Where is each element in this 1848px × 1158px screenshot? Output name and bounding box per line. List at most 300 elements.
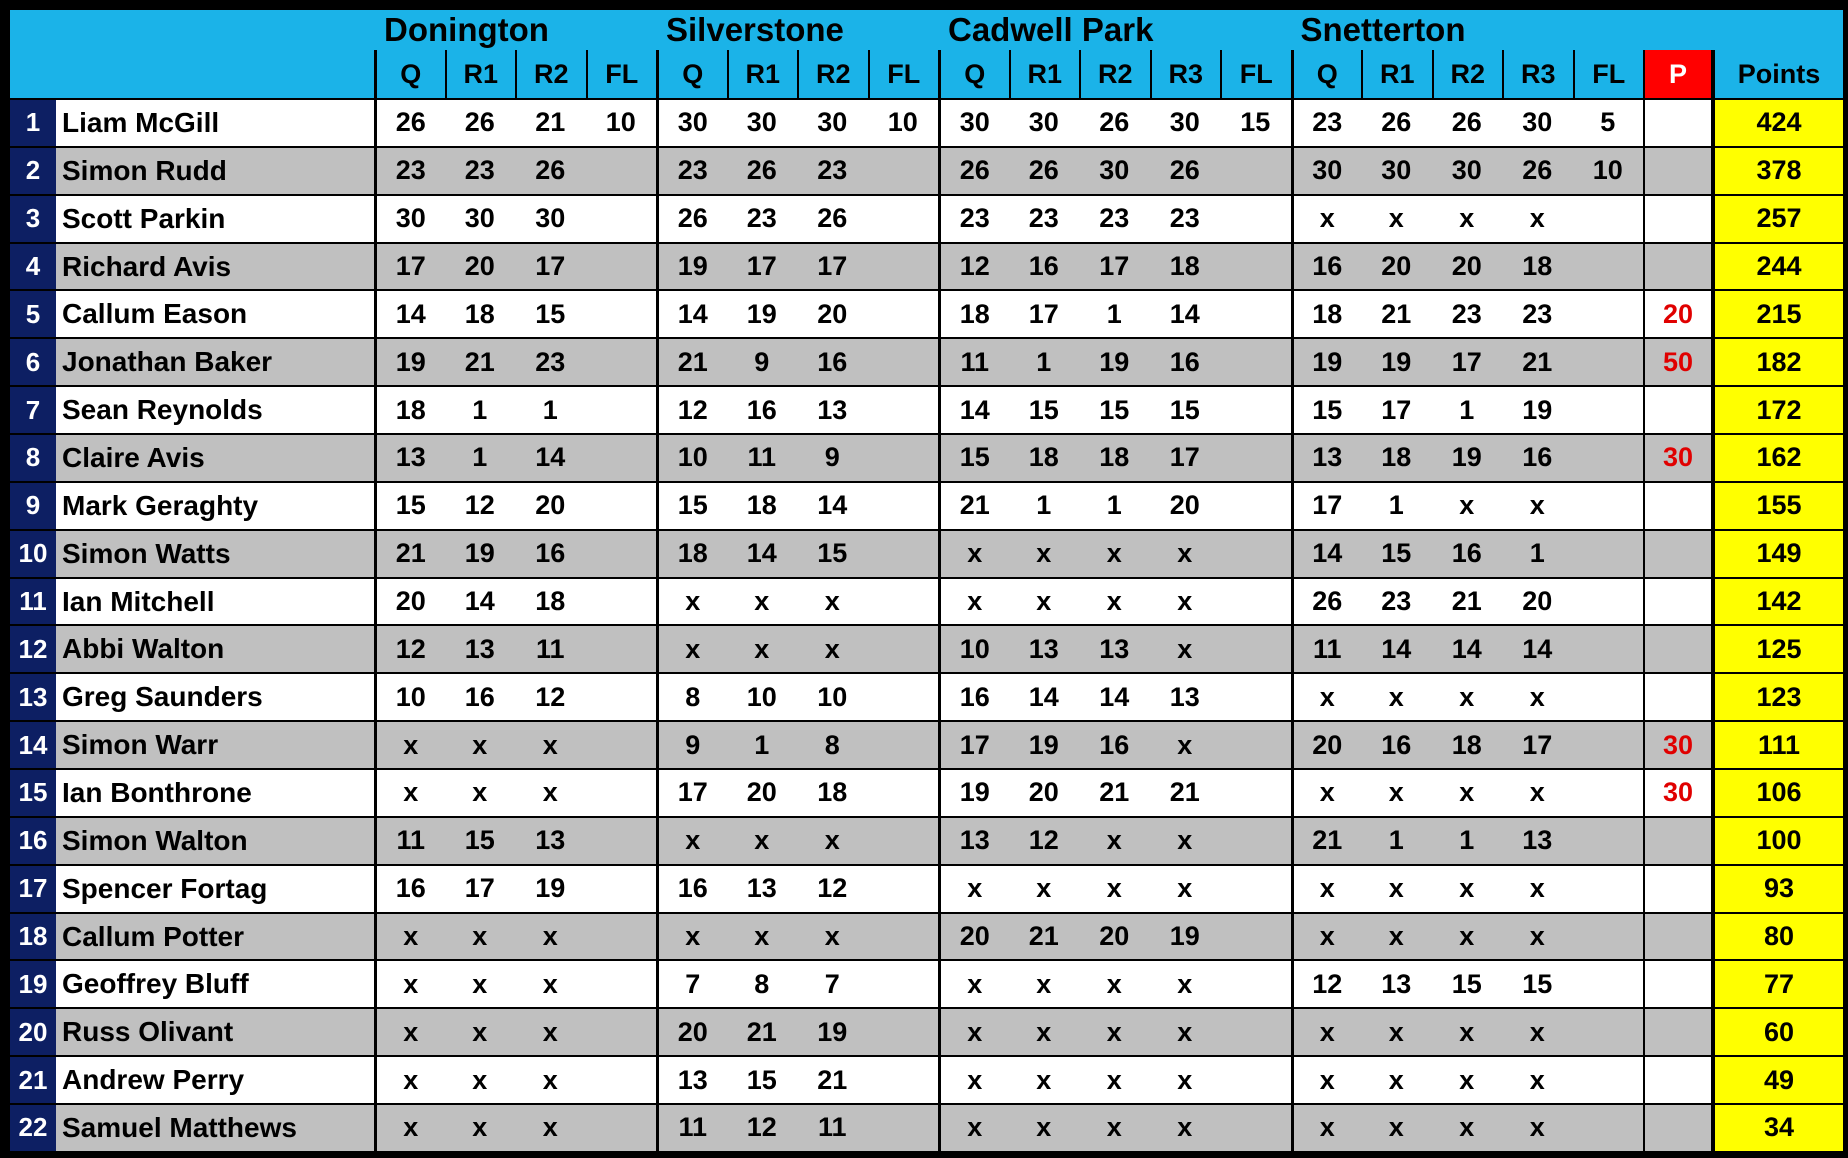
column-header-r2: R2: [1079, 50, 1150, 98]
position-number: 3: [10, 194, 56, 242]
result-cell: 1: [1361, 816, 1432, 864]
result-cell: 17: [1432, 337, 1503, 385]
result-cell: 18: [1079, 433, 1150, 481]
result-cell: [868, 816, 939, 864]
result-cell: x: [515, 1055, 586, 1103]
result-cell: [1220, 529, 1291, 577]
result-cell: 10: [938, 624, 1009, 672]
penalty-cell: 50: [1643, 337, 1711, 385]
penalty-cell: [1643, 194, 1711, 242]
result-cell: x: [1361, 672, 1432, 720]
result-cell: x: [1432, 672, 1503, 720]
result-cell: x: [1291, 864, 1362, 912]
result-cell: 13: [1150, 672, 1221, 720]
result-cell: [1220, 959, 1291, 1007]
result-cell: 30: [374, 194, 445, 242]
result-cell: 7: [797, 959, 868, 1007]
result-cell: 8: [656, 672, 727, 720]
driver-name: Ian Mitchell: [56, 577, 374, 625]
result-cell: [586, 146, 657, 194]
position-number: 5: [10, 289, 56, 337]
result-cell: x: [1361, 768, 1432, 816]
result-cell: x: [1291, 768, 1362, 816]
driver-name: Ian Bonthrone: [56, 768, 374, 816]
result-cell: [586, 672, 657, 720]
result-cell: x: [1009, 529, 1080, 577]
points-total: 60: [1711, 1007, 1843, 1055]
result-cell: 21: [515, 98, 586, 146]
result-cell: 15: [374, 481, 445, 529]
result-cell: [1220, 624, 1291, 672]
result-cell: 15: [1291, 385, 1362, 433]
result-cell: x: [938, 864, 1009, 912]
result-cell: 18: [727, 481, 798, 529]
result-cell: x: [1150, 1007, 1221, 1055]
result-cell: 30: [515, 194, 586, 242]
result-cell: 17: [374, 242, 445, 290]
result-cell: 13: [1079, 624, 1150, 672]
result-cell: 21: [1432, 577, 1503, 625]
result-cell: 1: [1009, 337, 1080, 385]
result-cell: 16: [1150, 337, 1221, 385]
result-cell: x: [1432, 1103, 1503, 1151]
result-cell: [868, 768, 939, 816]
result-cell: 12: [727, 1103, 798, 1151]
result-cell: x: [1361, 194, 1432, 242]
result-cell: [868, 912, 939, 960]
result-cell: 12: [797, 864, 868, 912]
result-cell: x: [1361, 864, 1432, 912]
result-cell: 1: [727, 720, 798, 768]
header-corner: [10, 10, 374, 50]
points-total: 142: [1711, 577, 1843, 625]
result-cell: 14: [1150, 289, 1221, 337]
result-cell: x: [656, 912, 727, 960]
result-cell: [586, 720, 657, 768]
result-cell: 23: [515, 337, 586, 385]
result-cell: 26: [1432, 98, 1503, 146]
points-total: 149: [1711, 529, 1843, 577]
penalty-cell: [1643, 1055, 1711, 1103]
result-cell: 21: [374, 529, 445, 577]
result-cell: 17: [1361, 385, 1432, 433]
result-cell: [586, 1103, 657, 1151]
driver-name: Simon Rudd: [56, 146, 374, 194]
result-cell: x: [797, 577, 868, 625]
result-cell: 17: [1150, 433, 1221, 481]
column-header-q: Q: [656, 50, 727, 98]
result-cell: x: [1009, 1055, 1080, 1103]
result-cell: 23: [1009, 194, 1080, 242]
result-cell: x: [1150, 720, 1221, 768]
result-cell: x: [374, 959, 445, 1007]
result-cell: x: [1079, 816, 1150, 864]
penalty-cell: [1643, 481, 1711, 529]
venue-header-silverstone: Silverstone: [656, 10, 938, 50]
result-cell: [1573, 959, 1644, 1007]
result-cell: 30: [938, 98, 1009, 146]
result-cell: [1220, 1055, 1291, 1103]
result-cell: [1573, 768, 1644, 816]
result-cell: 13: [515, 816, 586, 864]
result-cell: x: [1009, 577, 1080, 625]
result-cell: 21: [727, 1007, 798, 1055]
result-cell: 18: [938, 289, 1009, 337]
result-cell: x: [374, 1055, 445, 1103]
result-cell: [868, 672, 939, 720]
result-cell: x: [797, 912, 868, 960]
result-cell: [1220, 672, 1291, 720]
result-cell: 26: [1361, 98, 1432, 146]
column-header-q: Q: [938, 50, 1009, 98]
result-cell: 15: [797, 529, 868, 577]
result-cell: [1220, 289, 1291, 337]
position-number: 12: [10, 624, 56, 672]
result-cell: 1: [1432, 385, 1503, 433]
result-cell: 16: [938, 672, 1009, 720]
result-cell: 18: [374, 385, 445, 433]
result-cell: 16: [445, 672, 516, 720]
result-cell: [1220, 577, 1291, 625]
result-cell: 26: [797, 194, 868, 242]
result-cell: x: [1291, 672, 1362, 720]
result-cell: 12: [515, 672, 586, 720]
result-cell: 1: [1079, 289, 1150, 337]
result-cell: 10: [1573, 146, 1644, 194]
penalty-cell: [1643, 98, 1711, 146]
result-cell: 15: [727, 1055, 798, 1103]
result-cell: x: [656, 816, 727, 864]
result-cell: [586, 577, 657, 625]
result-cell: 11: [1291, 624, 1362, 672]
result-cell: 30: [1291, 146, 1362, 194]
points-total: 106: [1711, 768, 1843, 816]
result-cell: 12: [374, 624, 445, 672]
result-cell: 26: [1150, 146, 1221, 194]
result-cell: x: [374, 1103, 445, 1151]
result-cell: 1: [445, 433, 516, 481]
result-cell: [586, 959, 657, 1007]
result-cell: 12: [938, 242, 1009, 290]
result-cell: 18: [1150, 242, 1221, 290]
position-number: 22: [10, 1103, 56, 1151]
column-header-r2: R2: [797, 50, 868, 98]
result-cell: x: [1079, 577, 1150, 625]
position-number: 14: [10, 720, 56, 768]
result-cell: 17: [938, 720, 1009, 768]
driver-name: Claire Avis: [56, 433, 374, 481]
result-cell: [1573, 242, 1644, 290]
penalty-cell: [1643, 816, 1711, 864]
driver-name: Callum Eason: [56, 289, 374, 337]
result-cell: 17: [1502, 720, 1573, 768]
result-cell: 21: [445, 337, 516, 385]
result-cell: 13: [656, 1055, 727, 1103]
driver-name: Callum Potter: [56, 912, 374, 960]
result-cell: x: [515, 912, 586, 960]
result-cell: 30: [727, 98, 798, 146]
result-cell: x: [1361, 912, 1432, 960]
result-cell: x: [1502, 912, 1573, 960]
points-total: 257: [1711, 194, 1843, 242]
result-cell: 30: [1009, 98, 1080, 146]
result-cell: 20: [1502, 577, 1573, 625]
result-cell: [1573, 720, 1644, 768]
result-cell: [1220, 864, 1291, 912]
result-cell: 9: [656, 720, 727, 768]
result-cell: 17: [1079, 242, 1150, 290]
penalty-cell: 30: [1643, 720, 1711, 768]
result-cell: x: [515, 1103, 586, 1151]
points-total: 215: [1711, 289, 1843, 337]
result-cell: 12: [656, 385, 727, 433]
result-cell: 18: [656, 529, 727, 577]
result-cell: 20: [1432, 242, 1503, 290]
result-cell: [586, 289, 657, 337]
result-cell: 13: [374, 433, 445, 481]
points-total: 378: [1711, 146, 1843, 194]
penalty-cell: [1643, 529, 1711, 577]
result-cell: [868, 624, 939, 672]
result-cell: [586, 816, 657, 864]
result-cell: 10: [656, 433, 727, 481]
result-cell: 14: [515, 433, 586, 481]
driver-name: Mark Geraghty: [56, 481, 374, 529]
result-cell: 13: [938, 816, 1009, 864]
result-cell: x: [1079, 529, 1150, 577]
column-header-r1: R1: [445, 50, 516, 98]
penalty-cell: [1643, 577, 1711, 625]
result-cell: 1: [1079, 481, 1150, 529]
result-cell: 19: [727, 289, 798, 337]
result-cell: 15: [1150, 385, 1221, 433]
result-cell: 10: [586, 98, 657, 146]
result-cell: 20: [1291, 720, 1362, 768]
column-header-r3: R3: [1502, 50, 1573, 98]
result-cell: 16: [727, 385, 798, 433]
result-cell: x: [938, 959, 1009, 1007]
result-cell: x: [938, 1007, 1009, 1055]
result-cell: x: [1079, 864, 1150, 912]
result-cell: 14: [1361, 624, 1432, 672]
position-number: 7: [10, 385, 56, 433]
result-cell: 23: [1502, 289, 1573, 337]
result-cell: 19: [515, 864, 586, 912]
result-cell: x: [374, 912, 445, 960]
driver-name: Geoffrey Bluff: [56, 959, 374, 1007]
result-cell: x: [938, 577, 1009, 625]
result-cell: [586, 337, 657, 385]
result-cell: x: [1079, 959, 1150, 1007]
result-cell: 17: [656, 768, 727, 816]
result-cell: x: [1361, 1103, 1432, 1151]
result-cell: x: [1150, 864, 1221, 912]
result-cell: [1220, 433, 1291, 481]
result-cell: 30: [445, 194, 516, 242]
result-cell: x: [1150, 816, 1221, 864]
result-cell: x: [1502, 672, 1573, 720]
column-header-r2: R2: [1432, 50, 1503, 98]
result-cell: [1220, 481, 1291, 529]
result-cell: [1220, 146, 1291, 194]
result-cell: x: [374, 768, 445, 816]
driver-name: Liam McGill: [56, 98, 374, 146]
result-cell: 23: [374, 146, 445, 194]
result-cell: [868, 433, 939, 481]
points-total: 424: [1711, 98, 1843, 146]
result-cell: [1573, 912, 1644, 960]
result-cell: [868, 1007, 939, 1055]
result-cell: 21: [1291, 816, 1362, 864]
result-cell: 23: [445, 146, 516, 194]
driver-name: Richard Avis: [56, 242, 374, 290]
result-cell: 20: [1361, 242, 1432, 290]
result-cell: 20: [445, 242, 516, 290]
result-cell: x: [727, 912, 798, 960]
result-cell: x: [656, 624, 727, 672]
result-cell: 5: [1573, 98, 1644, 146]
position-number: 17: [10, 864, 56, 912]
result-cell: [1573, 624, 1644, 672]
result-cell: 10: [727, 672, 798, 720]
result-cell: 16: [1079, 720, 1150, 768]
result-cell: [586, 864, 657, 912]
result-cell: 11: [797, 1103, 868, 1151]
result-cell: x: [727, 624, 798, 672]
result-cell: 20: [1079, 912, 1150, 960]
result-cell: 15: [656, 481, 727, 529]
result-cell: 14: [656, 289, 727, 337]
points-total: 49: [1711, 1055, 1843, 1103]
result-cell: 10: [374, 672, 445, 720]
result-cell: 23: [797, 146, 868, 194]
result-cell: 23: [938, 194, 1009, 242]
result-cell: x: [938, 1055, 1009, 1103]
penalty-cell: 30: [1643, 433, 1711, 481]
result-cell: [1220, 242, 1291, 290]
result-cell: 14: [1432, 624, 1503, 672]
driver-name: Simon Walton: [56, 816, 374, 864]
result-cell: [1573, 194, 1644, 242]
position-number: 9: [10, 481, 56, 529]
result-cell: 16: [1291, 242, 1362, 290]
result-cell: [1220, 768, 1291, 816]
result-cell: 9: [797, 433, 868, 481]
points-total: 155: [1711, 481, 1843, 529]
result-cell: 12: [1009, 816, 1080, 864]
result-cell: x: [515, 720, 586, 768]
result-cell: x: [656, 577, 727, 625]
result-cell: 18: [1361, 433, 1432, 481]
result-cell: 18: [445, 289, 516, 337]
result-cell: [868, 959, 939, 1007]
position-number: 11: [10, 577, 56, 625]
result-cell: 15: [1432, 959, 1503, 1007]
result-cell: x: [1502, 1055, 1573, 1103]
result-cell: [868, 146, 939, 194]
result-cell: [586, 1007, 657, 1055]
points-total: 125: [1711, 624, 1843, 672]
points-total: 93: [1711, 864, 1843, 912]
result-cell: 15: [1079, 385, 1150, 433]
result-cell: 19: [1009, 720, 1080, 768]
venue-header-snetterton: Snetterton: [1291, 10, 1644, 50]
result-cell: 14: [938, 385, 1009, 433]
result-cell: x: [515, 768, 586, 816]
result-cell: x: [445, 959, 516, 1007]
penalty-column-header: P: [1643, 50, 1711, 98]
result-cell: x: [1432, 1007, 1503, 1055]
result-cell: 19: [797, 1007, 868, 1055]
result-cell: 16: [797, 337, 868, 385]
result-cell: 1: [1009, 481, 1080, 529]
result-cell: 15: [1361, 529, 1432, 577]
result-cell: x: [727, 577, 798, 625]
result-cell: 19: [1150, 912, 1221, 960]
column-header-r1: R1: [727, 50, 798, 98]
result-cell: x: [1009, 864, 1080, 912]
result-cell: [1573, 289, 1644, 337]
penalty-cell: 30: [1643, 768, 1711, 816]
result-cell: 16: [656, 864, 727, 912]
result-cell: 21: [1150, 768, 1221, 816]
result-cell: x: [1150, 624, 1221, 672]
result-cell: 17: [1291, 481, 1362, 529]
result-cell: 30: [1432, 146, 1503, 194]
result-cell: 19: [938, 768, 1009, 816]
result-cell: x: [1291, 1055, 1362, 1103]
result-cell: 26: [727, 146, 798, 194]
result-cell: x: [1150, 1055, 1221, 1103]
result-cell: [1220, 816, 1291, 864]
result-cell: x: [1502, 768, 1573, 816]
result-cell: x: [797, 624, 868, 672]
result-cell: 14: [1502, 624, 1573, 672]
penalty-cell: [1643, 1007, 1711, 1055]
points-total: 182: [1711, 337, 1843, 385]
position-number: 20: [10, 1007, 56, 1055]
result-cell: 12: [1291, 959, 1362, 1007]
result-cell: [868, 289, 939, 337]
result-cell: x: [1502, 481, 1573, 529]
position-number: 8: [10, 433, 56, 481]
result-cell: 17: [445, 864, 516, 912]
result-cell: [1573, 337, 1644, 385]
result-cell: 15: [445, 816, 516, 864]
driver-name: Russ Olivant: [56, 1007, 374, 1055]
result-cell: x: [445, 1055, 516, 1103]
result-cell: 14: [797, 481, 868, 529]
result-cell: x: [1432, 864, 1503, 912]
result-cell: x: [445, 720, 516, 768]
result-cell: 19: [1432, 433, 1503, 481]
result-cell: [1573, 672, 1644, 720]
penalty-cell: [1643, 864, 1711, 912]
result-cell: 13: [1361, 959, 1432, 1007]
result-cell: [1220, 337, 1291, 385]
subheader-corner: [10, 50, 374, 98]
penalty-cell: [1643, 146, 1711, 194]
column-header-fl: FL: [1220, 50, 1291, 98]
position-number: 18: [10, 912, 56, 960]
result-cell: 26: [1009, 146, 1080, 194]
result-cell: [1573, 385, 1644, 433]
result-cell: 20: [938, 912, 1009, 960]
result-cell: 1: [1361, 481, 1432, 529]
result-cell: 1: [1432, 816, 1503, 864]
position-number: 16: [10, 816, 56, 864]
result-cell: [868, 385, 939, 433]
